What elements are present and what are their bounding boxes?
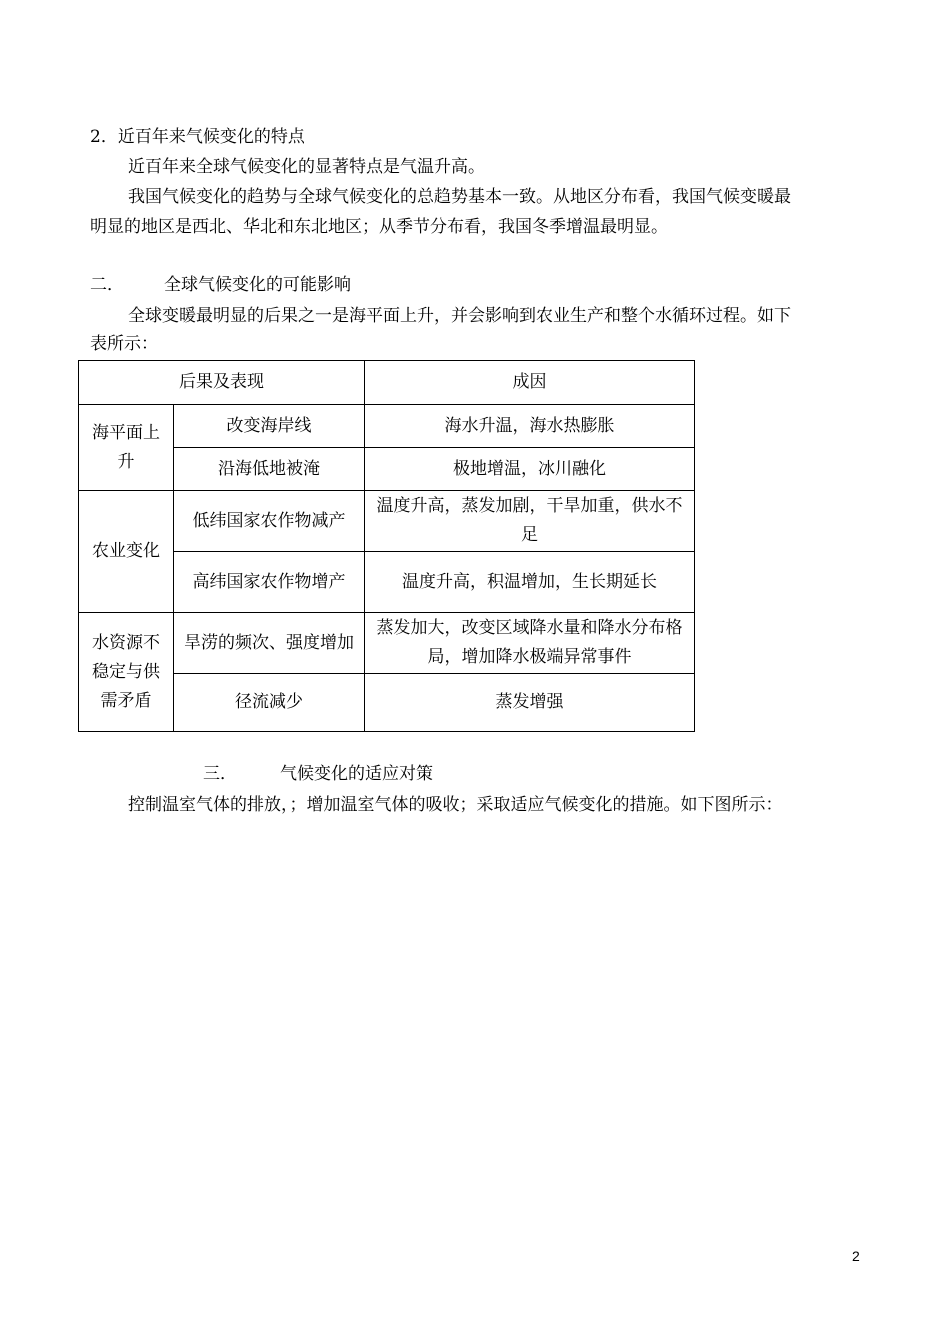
table-row [79,613,695,674]
section1-heading: 2．近百年来气候变化的特点 [90,127,305,147]
cause-cell: 温度升高，蒸发加剧，干旱加重，供水不足 [365,491,695,552]
effect-cell: 旱涝的频次、强度增加 [174,613,365,674]
section2-title: 全球气候变化的可能影响 [164,275,351,295]
section3-title: 气候变化的适应对策 [280,764,433,784]
cause-cell: 温度升高，积温增加，生长期延长 [365,552,695,613]
section1-paragraph1: 近百年来全球气候变化的显著特点是气温升高。 [128,157,485,177]
table-header-row [79,361,695,405]
section1-paragraph2-line1: 我国气候变化的趋势与全球气候变化的总趋势基本一致。从地区分布看，我国气候变暖最 [128,187,791,207]
header-effect-cell: 后果及表现 [79,361,365,405]
effect-cell: 径流减少 [174,674,365,732]
effect-cell: 改变海岸线 [174,405,365,448]
effects-table [78,360,695,732]
cause-cell: 海水升温，海水热膨胀 [365,405,695,448]
effect-cell: 低纬国家农作物减产 [174,491,365,552]
cause-cell: 蒸发加大，改变区域降水量和降水分布格局，增加降水极端异常事件 [365,613,695,674]
table-row [79,405,695,448]
effect-cell: 高纬国家农作物增产 [174,552,365,613]
section3-number: 三． [203,764,237,784]
section2-number: 二． [90,275,124,295]
header-cause-cell: 成因 [365,361,695,405]
category-cell: 海平面上升 [79,405,174,491]
table-row [79,491,695,552]
cause-cell: 蒸发增强 [365,674,695,732]
section2-paragraph-line1: 全球变暖最明显的后果之一是海平面上升，并会影响到农业生产和整个水循环过程。如下 [128,306,791,326]
cause-cell: 极地增温，冰川融化 [365,448,695,491]
effect-cell: 沿海低地被淹 [174,448,365,491]
category-cell: 水资源不稳定与供需矛盾 [79,613,174,732]
category-cell: 农业变化 [79,491,174,613]
section1-paragraph2-line2: 明显的地区是西北、华北和东北地区；从季节分布看，我国冬季增温最明显。 [90,217,668,237]
page-number: 2 [852,1248,860,1264]
section3-paragraph: 控制温室气体的排放，；增加温室气体的吸收；采取适应气候变化的措施。如下图所示： [128,795,783,815]
section2-paragraph-line2: 表所示： [90,334,158,354]
